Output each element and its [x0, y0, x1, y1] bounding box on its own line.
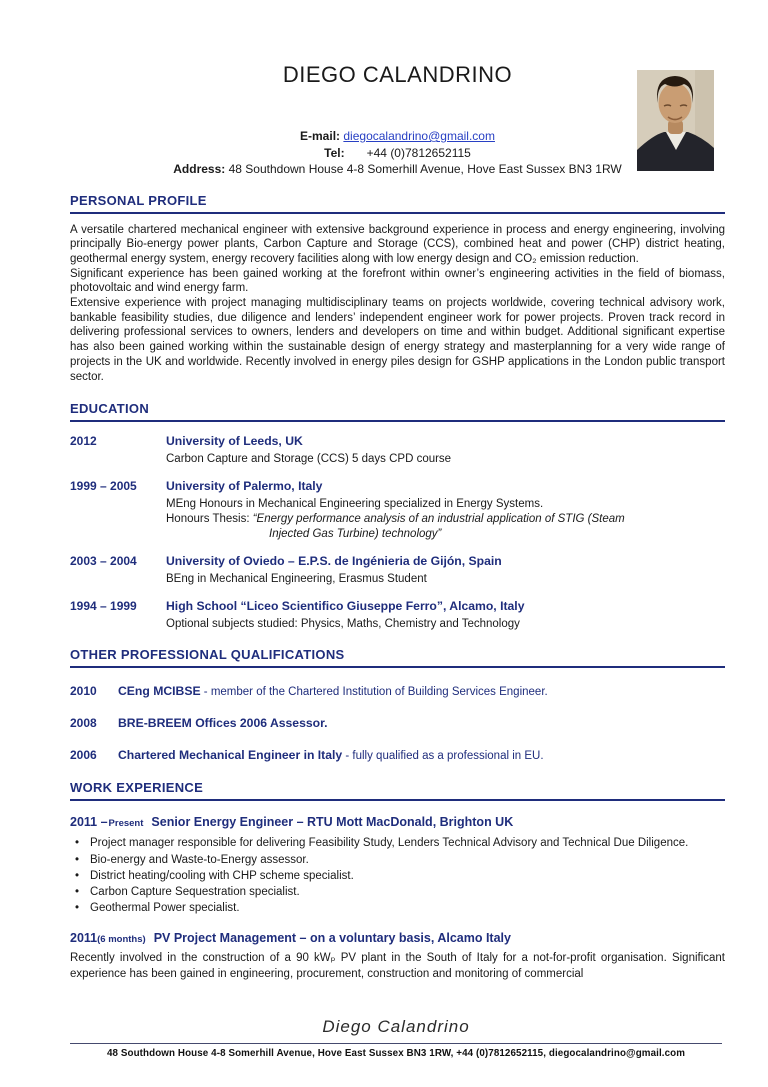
- job-entry: [70, 930, 725, 983]
- page-title: DIEGO CALANDRINO: [282, 62, 513, 87]
- section-qualifications: [70, 647, 725, 764]
- bullet-glyph: •: [75, 837, 80, 850]
- education-period: 1999 – 2005: [70, 479, 137, 494]
- profile-paragraph: A versatile chartered mechanical engineer with extensive background experience in process and energy engineering, involving principally Bio-energy power plants, Carbon Capture and Storage (CCS), combined heat and power (CHP) district heating, geothermal energy system, energy recovery facilities along with low energy design and CO₂ emission reduction.: [70, 223, 725, 265]
- job-bullet: • Project manager responsible for delivering Feasibility Study, Lenders Technical Advisory and Technical Due Diligence.: [70, 835, 725, 851]
- job-period-note: Present: [108, 818, 144, 830]
- profile-photo: [637, 70, 714, 171]
- qualification-entry: [70, 682, 725, 700]
- bullet-glyph: •: [75, 853, 80, 866]
- job-bullet: • Geothermal Power specialist.: [70, 900, 725, 916]
- qualification-entry: [70, 714, 725, 732]
- education-heading: EDUCATION: [70, 401, 725, 422]
- education-period: 2012: [70, 434, 97, 449]
- thesis-line: [166, 512, 725, 527]
- job-title: Senior Energy Engineer – RTU Mott MacDonald, Brighton UK: [151, 815, 514, 830]
- job-description: Recently involved in the construction of a 90 kWₚ PV plant in the South of Italy for a not-for-profit organisation. Significant experience has been gained in engineering, procurement, construction and monitoring of commercial: [70, 951, 725, 981]
- profile-paragraph: Extensive experience with project managing multidisciplinary teams on projects worldwide, covering technical advisory work, bankable feasibility studies, due diligence and lenders’ independent engineer work for power projects. Proven track record in delivering professional services to owners, lenders and developers on time and within budget. Additional significant expertise has also been gained working within the sustainable design of energy strategy and masterplanning for a very wide range of projects in the UK and worldwide. Recently involved in energy piles design for GSHP applications in the London public transport sector.: [70, 297, 725, 383]
- qualification-entry: [70, 746, 725, 764]
- contact-block: [70, 128, 725, 178]
- bullet-glyph: •: [75, 902, 80, 915]
- education-period: 1994 – 1999: [70, 599, 137, 614]
- education-detail: MEng Honours in Mechanical Engineering specialized in Energy Systems.: [166, 498, 544, 511]
- job-period: 2011: [70, 930, 98, 945]
- personal-profile-heading: PERSONAL PROFILE: [70, 193, 725, 214]
- qualification-detail: - member of the Chartered Institution of Building Services Engineer.: [200, 686, 548, 699]
- job-period-note: (6 months): [97, 933, 146, 945]
- email-label: E-mail:: [300, 129, 341, 143]
- thesis-line-2: Injected Gas Turbine) technology”: [269, 528, 442, 541]
- qualification-year: 2010: [70, 684, 97, 699]
- qualification-year: 2006: [70, 748, 97, 763]
- job-period: 2011 –: [70, 815, 108, 830]
- job-title: PV Project Management – on a voluntary basis, Alcamo Italy: [153, 930, 511, 945]
- section-personal-profile: [70, 193, 725, 385]
- education-institution: University of Palermo, Italy: [166, 479, 323, 494]
- tel-line: [70, 145, 725, 162]
- portrait-photo-graphic: [637, 70, 714, 171]
- education-institution: High School “Liceo Scientifico Giuseppe Ferro”, Alcamo, Italy: [166, 599, 525, 614]
- education-detail: BEng in Mechanical Engineering, Erasmus Student: [166, 573, 427, 586]
- qualification-title: BRE-BREEM Offices 2006 Assessor.: [118, 716, 328, 731]
- footer-divider: [70, 1043, 722, 1044]
- personal-profile-text: [70, 223, 725, 385]
- signature: Diego Calandrino: [322, 1017, 470, 1036]
- education-institution: University of Leeds, UK: [166, 434, 303, 449]
- email-line: [70, 128, 725, 145]
- tel-label: Tel:: [324, 145, 345, 160]
- qualification-detail: - fully qualified as a professional in EU.: [342, 750, 544, 763]
- education-entry: [70, 599, 725, 632]
- thesis-quote: “Energy performance analysis of an industrial application of STIG (Steam: [252, 513, 625, 526]
- email-link[interactable]: diegocalandrino@gmail.com: [343, 129, 495, 143]
- section-education: [70, 401, 725, 632]
- education-period: 2003 – 2004: [70, 554, 137, 569]
- footer-contact-line: 48 Southdown House 4-8 Somerhill Avenue, Hove East Sussex BN3 1RW, +44 (0)7812652115, diegocalandrino@gmail.com: [106, 1048, 686, 1059]
- address-label: Address:: [173, 162, 226, 176]
- education-entry: [70, 554, 725, 587]
- tel-value: +44 (0)7812652115: [366, 145, 471, 160]
- qualification-title: Chartered Mechanical Engineer in Italy: [118, 748, 343, 763]
- bullet-glyph: •: [75, 886, 80, 899]
- job-header: [70, 814, 725, 832]
- profile-paragraph: Significant experience has been gained working at the forefront within owner’s engineering activities in the field of biomass, photovoltaic and wind energy farm.: [70, 267, 725, 295]
- job-bullet: • Bio-energy and Waste-to-Energy assessor.: [70, 852, 725, 868]
- education-entry: [70, 479, 725, 542]
- section-work-experience: [70, 780, 725, 982]
- address-value: 48 Southdown House 4-8 Somerhill Avenue, Hove East Sussex BN3 1RW: [228, 162, 622, 176]
- page-footer: [70, 1017, 722, 1059]
- education-detail: Carbon Capture and Storage (CCS) 5 days CPD course: [166, 453, 452, 466]
- education-institution: University of Oviedo – E.P.S. de Ingénieria de Gijón, Spain: [166, 554, 502, 569]
- thesis-label: Honours Thesis:: [166, 513, 253, 526]
- qualification-title: CEng MCIBSE: [118, 684, 201, 699]
- qualification-year: 2008: [70, 716, 97, 731]
- education-entry: [70, 434, 725, 467]
- job-bullet-list: [70, 835, 725, 916]
- work-experience-heading: WORK EXPERIENCE: [70, 780, 725, 801]
- job-entry: [70, 814, 725, 916]
- qualifications-heading: OTHER PROFESSIONAL QUALIFICATIONS: [70, 647, 725, 668]
- job-bullet: • District heating/cooling with CHP scheme specialist.: [70, 868, 725, 884]
- address-line: [70, 161, 725, 178]
- job-bullet: • Carbon Capture Sequestration specialist.: [70, 884, 725, 900]
- job-header: [70, 930, 725, 948]
- education-detail: Optional subjects studied: Physics, Maths, Chemistry and Technology: [166, 618, 520, 631]
- bullet-glyph: •: [75, 869, 80, 882]
